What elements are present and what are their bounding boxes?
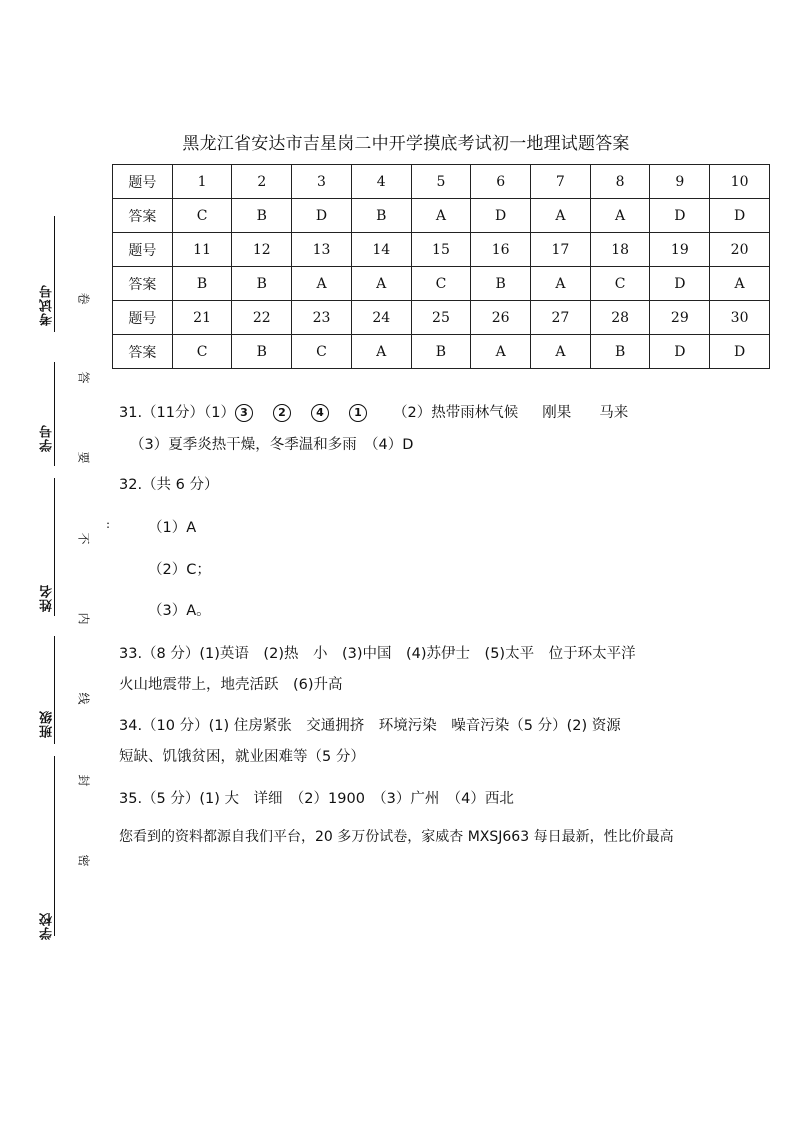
table-cell: D: [292, 199, 352, 233]
table-cell: 22: [232, 301, 292, 335]
q34-line1: 34.（10 分）(1) 住房紧张 交通拥挤 环境污染 噪音污染（5 分）(2) 资源: [119, 718, 621, 734]
table-cell: B: [471, 267, 531, 301]
table-cell: A: [590, 199, 650, 233]
table-cell: B: [172, 267, 232, 301]
table-cell: 10: [710, 165, 770, 199]
school-line: [54, 756, 55, 936]
table-cell: B: [411, 335, 471, 369]
seal-char: 卷: [76, 292, 91, 305]
table-row: [113, 267, 770, 301]
table-cell: 11: [172, 233, 232, 267]
table-cell: 26: [471, 301, 531, 335]
table-cell: D: [471, 199, 531, 233]
table-cell: A: [351, 335, 411, 369]
q31-answer-congo: 刚果: [542, 405, 572, 421]
q31-line2: （3）夏季炎热干燥，冬季温和多雨 （4）D: [130, 437, 414, 453]
row-header-cell: 答案: [113, 267, 173, 301]
seal-char: 内: [76, 612, 91, 625]
name-label: 姓名: [40, 584, 55, 612]
q31-circled: [235, 405, 387, 421]
table-cell: A: [710, 267, 770, 301]
table-cell: A: [531, 267, 591, 301]
table-cell: 27: [531, 301, 591, 335]
table-cell: 9: [650, 165, 710, 199]
table-cell: 24: [351, 301, 411, 335]
student-number-label: 学号: [40, 424, 55, 452]
table-cell: 16: [471, 233, 531, 267]
seal-char: 答: [76, 371, 91, 384]
q32-heading: 32.（共 6 分）: [119, 477, 219, 493]
table-cell: A: [411, 199, 471, 233]
table-cell: 17: [531, 233, 591, 267]
row-header-cell: 题号: [113, 165, 173, 199]
class-label: 班级: [40, 710, 55, 738]
q31-answer-malay: 马来: [599, 405, 629, 421]
table-cell: 18: [590, 233, 650, 267]
exam-number-label: 考试号: [40, 284, 55, 326]
table-cell: B: [590, 335, 650, 369]
table-cell: 14: [351, 233, 411, 267]
table-cell: C: [292, 335, 352, 369]
table-row: [113, 199, 770, 233]
q32-answer1: （1）A: [148, 520, 197, 536]
table-cell: A: [351, 267, 411, 301]
q32-answer2: （2）C；: [148, 562, 211, 578]
table-cell: C: [172, 199, 232, 233]
table-row: [113, 233, 770, 267]
q35-line1: 35.（5 分）(1) 大 详细 （2）1900 （3）广州 （4）西北: [119, 791, 514, 807]
table-cell: D: [650, 335, 710, 369]
table-cell: 12: [232, 233, 292, 267]
table-cell: D: [710, 199, 770, 233]
row-header-cell: 答案: [113, 199, 173, 233]
table-cell: 6: [471, 165, 531, 199]
table-cell: 2: [232, 165, 292, 199]
q33-line2: 火山地震带上，地壳活跃 (6)升高: [119, 677, 343, 693]
table-cell: 8: [590, 165, 650, 199]
stray-colon: :: [106, 517, 111, 531]
table-cell: 28: [590, 301, 650, 335]
q33-line1: 33.（8 分）(1)英语 (2)热 小 (3)中国 (4)苏伊士 (5)太平 位于环太平洋: [119, 646, 636, 662]
table-cell: A: [531, 335, 591, 369]
table-cell: 3: [292, 165, 352, 199]
table-cell: 4: [351, 165, 411, 199]
table-cell: 5: [411, 165, 471, 199]
table-cell: 25: [411, 301, 471, 335]
table-cell: B: [232, 335, 292, 369]
table-cell: D: [650, 199, 710, 233]
q31-part2: （2）热带雨林气候: [393, 405, 519, 421]
table-cell: 15: [411, 233, 471, 267]
platform-notice: 您看到的资料都源自我们平台，20 多万份试卷，家威杏 MXSJ663 每日最新，性比价最高: [119, 829, 674, 845]
table-row: [113, 165, 770, 199]
table-cell: A: [471, 335, 531, 369]
seal-char: 封: [76, 774, 91, 787]
row-header-cell: 题号: [113, 301, 173, 335]
q32-answer3: （3）A。: [148, 603, 211, 619]
table-row: [113, 335, 770, 369]
table-cell: B: [351, 199, 411, 233]
table-cell: B: [232, 267, 292, 301]
table-cell: 13: [292, 233, 352, 267]
q31-prefix: 31.（11分）（1）: [119, 405, 235, 421]
table-cell: D: [650, 267, 710, 301]
table-cell: C: [590, 267, 650, 301]
q34-line2: 短缺、饥饿贫困，就业困难等（5 分）: [119, 749, 365, 765]
row-header-cell: 答案: [113, 335, 173, 369]
seal-char: 线: [76, 692, 91, 705]
table-cell: 30: [710, 301, 770, 335]
table-cell: A: [292, 267, 352, 301]
seal-char: 密: [76, 854, 91, 867]
answer-table: [112, 164, 770, 369]
table-cell: 7: [531, 165, 591, 199]
circled-number: 3: [235, 404, 253, 422]
table-cell: 20: [710, 233, 770, 267]
row-header-cell: 题号: [113, 233, 173, 267]
table-cell: C: [411, 267, 471, 301]
seal-char: 要: [76, 451, 91, 464]
circled-number: 1: [349, 404, 367, 422]
seal-char: 不: [76, 532, 91, 545]
table-cell: 19: [650, 233, 710, 267]
table-cell: C: [172, 335, 232, 369]
table-cell: 23: [292, 301, 352, 335]
table-cell: 29: [650, 301, 710, 335]
table-cell: D: [710, 335, 770, 369]
table-cell: 1: [172, 165, 232, 199]
table-cell: A: [531, 199, 591, 233]
circled-number: 2: [273, 404, 291, 422]
table-row: [113, 301, 770, 335]
page-title: 黑龙江省安达市吉星岗二中开学摸底考试初一地理试题答案: [182, 134, 630, 154]
q31-line1: [119, 401, 628, 422]
circled-number: 4: [311, 404, 329, 422]
table-cell: 21: [172, 301, 232, 335]
school-label: 学校: [40, 912, 55, 940]
table-cell: B: [232, 199, 292, 233]
